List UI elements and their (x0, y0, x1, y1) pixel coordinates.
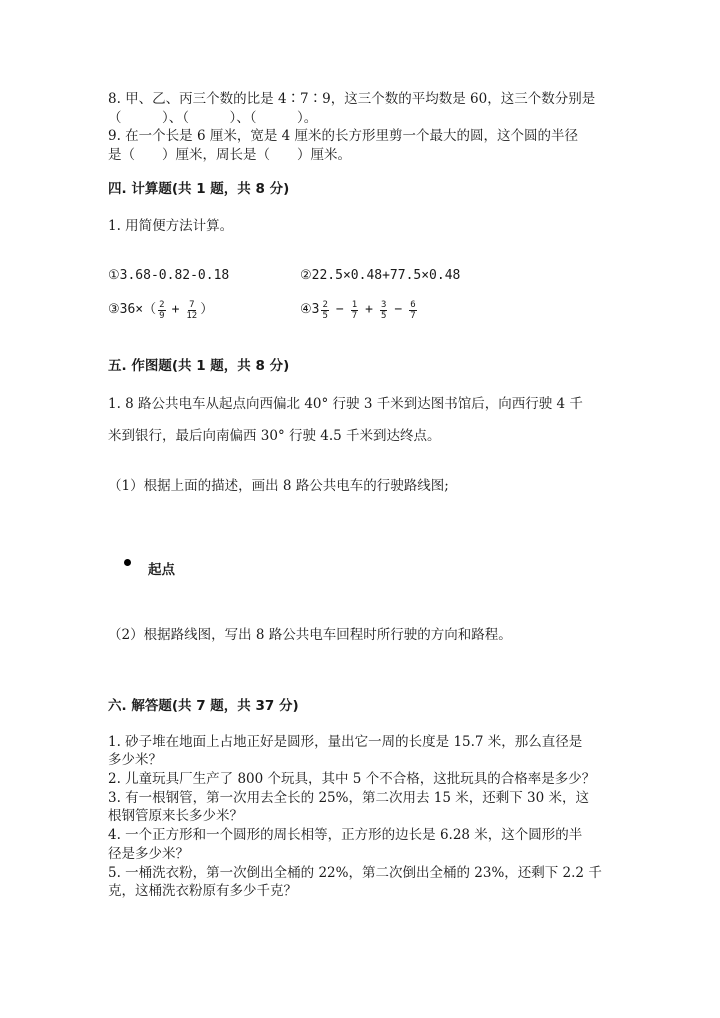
expr4-f3-denominator: 5 (380, 310, 387, 321)
sec5-sub2: （2）根据路线图，写出 8 路公共电车回程时所行驶的方向和路程。 (108, 627, 512, 643)
q9-line1: 9. 在一个长是 6 厘米，宽是 4 厘米的长方形里剪一个最大的圆，这个圆的半径 (108, 128, 579, 144)
expr3-f2-denominator: 12 (186, 310, 198, 321)
expr4-fraction-4 (409, 300, 416, 321)
sec5-q1-line1: 1. 8 路公共电车从起点向西偏北 40° 行驶 3 千米到达图书馆后，向西行驶 4 千 (108, 396, 583, 412)
expr4-f1-denominator: 5 (322, 310, 328, 321)
expr3-suffix: ） (200, 302, 214, 317)
expr4-f4-denominator: 7 (410, 310, 416, 321)
expr3-prefix: ③36×（ (108, 302, 157, 317)
expr3-fraction-1 (158, 300, 165, 321)
expr4-f2-denominator: 7 (351, 310, 358, 321)
sec6-q2: 2. 儿童玩具厂生产了 800 个玩具，其中 5 个不合格，这批玩具的合格率是多少？ (108, 771, 596, 787)
sec6-q4-line1: 4. 一个正方形和一个圆形的周长相等，正方形的边长是 6.28 米，这个圆形的半 (108, 827, 583, 843)
expr4-f4-numerator: 6 (410, 299, 416, 310)
sec6-q5-line2: 克，这桶洗衣粉原有多少千克？ (108, 883, 297, 899)
section6-title: 六. 解答题(共 7 题，共 37 分) (108, 698, 299, 714)
expr3-f1-numerator: 2 (159, 299, 165, 310)
sec6-q1-line2: 多少米？ (108, 752, 162, 768)
sec6-q1-line1: 1. 砂子堆在地面上占地正好是圆形，量出它一周的长度是 15.7 米，那么直径是 (108, 734, 583, 750)
sec5-sub1: （1）根据上面的描述，画出 8 路公共电车的行驶路线图; (108, 478, 449, 494)
expr3-fraction-2 (185, 300, 198, 321)
expr4-op2: + (365, 302, 373, 317)
sec4-q1: 1. 用简便方法计算。 (108, 218, 234, 234)
expr4-op1: − (335, 302, 344, 317)
expr3-plus: + (171, 302, 180, 317)
expr4-fraction-2 (351, 300, 358, 321)
start-point-dot (124, 559, 131, 566)
expr4-fraction-3 (380, 300, 387, 321)
q8-line1: 8. 甲、乙、丙三个数的比是 4∶7∶9，这三个数的平均数是 60，这三个数分别是 (108, 91, 596, 107)
section4-title: 四. 计算题(共 1 题，共 8 分) (108, 181, 290, 197)
q9-line2: 是（ ）厘米，周长是（ ）厘米。 (108, 147, 351, 163)
sec6-q3-line1: 3. 有一根钢管，第一次用去全长的 25%，第二次用去 15 米，还剩下 30 米，这 (108, 790, 589, 806)
sec5-q1-line2: 米到银行，最后向南偏西 30° 行驶 4.5 千米到达终点。 (108, 428, 441, 444)
expr-3 (108, 296, 213, 324)
expr-4 (300, 296, 419, 324)
expr-2: ②22.5×0.48+77.5×0.48 (300, 268, 461, 283)
q8-line2: （ ）、（ ）、（ ）。 (108, 110, 318, 126)
expr-1: ①3.68-0.82-0.18 (108, 268, 230, 283)
sec6-q3-line2: 根钢管原来长多少米？ (108, 808, 243, 824)
expr3-f1-denominator: 9 (159, 310, 165, 321)
sec6-q4-line2: 径是多少米？ (108, 846, 189, 862)
start-label: 起点 (148, 562, 175, 578)
expr4-prefix: ④3 (300, 302, 320, 317)
expr4-f2-numerator: 1 (351, 299, 358, 310)
expr3-f2-numerator: 7 (189, 299, 195, 310)
sec6-q5-line1: 5. 一桶洗衣粉，第一次倒出全桶的 22%，第二次倒出全桶的 23%，还剩下 2.2 千 (108, 865, 602, 881)
expr4-f1-numerator: 2 (322, 299, 328, 310)
expr4-op3: − (394, 302, 403, 317)
expr4-f3-numerator: 3 (380, 299, 387, 310)
expr4-fraction-1 (321, 300, 328, 321)
section5-title: 五. 作图题(共 1 题，共 8 分) (108, 358, 290, 374)
